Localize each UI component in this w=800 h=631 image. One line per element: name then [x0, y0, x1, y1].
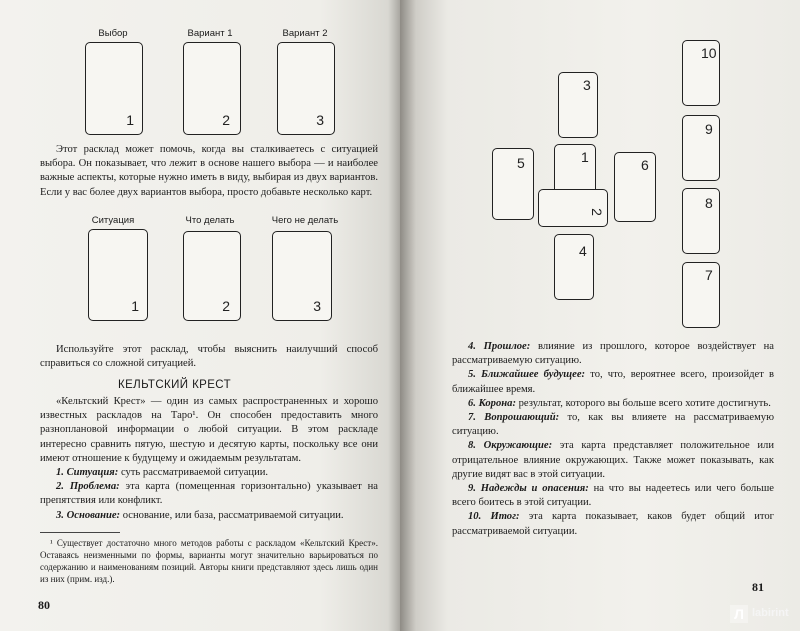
tarot-card	[554, 234, 594, 300]
tarot-card	[85, 42, 143, 135]
list-item: 5. Ближайшее будущее: то, что, вероятнее всего, произойдет в ближайшее время.	[452, 369, 774, 395]
card-number: 7	[705, 267, 713, 283]
tarot-card	[88, 229, 148, 321]
card-number: 10	[701, 45, 717, 61]
watermark-logo	[730, 603, 790, 627]
right-page	[400, 0, 800, 631]
section-heading: КЕЛЬТСКИЙ КРЕСТ	[118, 379, 232, 391]
tarot-card	[183, 231, 241, 321]
list-item: 3. Основание: основание, или база, рассматриваемой ситуации.	[56, 509, 344, 521]
card-number: 2	[222, 298, 230, 314]
footnote: ¹ Существует достаточно много методов работы с раскладом «Кельтский Крест». Оставаясь неизменными по формы, варианты могут значительно варьироваться по содержанию и наименованиям позиций. Авторы книги представляют здесь лишь один из них (прим. изд.).	[40, 538, 378, 584]
footnote-divider	[40, 532, 120, 533]
list-item: 4. Прошлое: влияние из прошлого, которое воздействует на рассматриваемую ситуацию.	[452, 341, 775, 367]
list-item: 10. Итог: эта карта показывает, каков будет общий итог рассматриваемой ситуации.	[452, 511, 775, 537]
card-number: 2	[222, 112, 230, 128]
list-item: 2. Проблема: эта карта (помещенная горизонтально) указывает на препятствия или конфликт.	[40, 481, 378, 507]
page-number: 81	[752, 580, 764, 594]
list-item: 9. Надежды и опасения: на что вы надеетесь или чего больше всего боитесь в этой ситуации.	[452, 483, 774, 509]
list-item: 1. Ситуация: суть рассматриваемой ситуации.	[56, 467, 269, 479]
tarot-card	[614, 152, 656, 222]
tarot-card	[682, 115, 720, 181]
card-number: 5	[517, 155, 525, 171]
card-number: 9	[705, 121, 713, 137]
card-label-option2: Вариант 2	[282, 28, 328, 39]
positions-list	[452, 340, 774, 539]
card-number: 2	[589, 208, 606, 216]
card-number: 3	[313, 298, 321, 314]
card-number: 3	[316, 112, 324, 128]
tarot-card	[558, 72, 598, 138]
logo-icon: Л	[730, 605, 748, 623]
tarot-card	[272, 231, 332, 321]
card-label-what-to-do: Что делать	[185, 215, 235, 226]
tarot-card	[183, 42, 241, 135]
card-number: 3	[583, 77, 591, 93]
card-number: 1	[126, 112, 134, 128]
tarot-card	[682, 262, 720, 328]
page-number: 80	[38, 598, 50, 612]
card-number: 1	[581, 149, 589, 165]
tarot-card	[682, 188, 720, 254]
paragraph-celtic-cross: «Кельтский Крест» — один из самых распространенных и хорошо известных раскладов на Таро¹. Он способен предоставить много разноплановой информации о любой ситуации. В этом раскладе интересно сравнить пятую, шестую и десятую карты, поскольку все они имеют отношение к будущему и ожидаемым результатам. 1. Ситуация: суть рассматриваемой ситуации. 2. Проблема: эта карта (помещенная горизонтально) указывает на препятствия или конфликт. 3. Основание: основание, или база, рассматриваемой ситуации.	[40, 395, 378, 523]
list-item: 8. Окружающие: эта карта представляет положительное или отрицательное влияние окружающих. Также может показывать, как другие видят вас в этой ситуации.	[452, 440, 774, 480]
tarot-card	[682, 40, 720, 106]
card-number: 6	[641, 157, 649, 173]
card-number: 4	[579, 243, 587, 259]
tarot-card	[277, 42, 335, 135]
card-label-option1: Вариант 1	[187, 28, 233, 39]
card-label-what-not-to-do: Чего не делать	[271, 215, 339, 226]
tarot-card-horizontal	[538, 189, 608, 227]
tarot-card	[492, 148, 534, 220]
paragraph-situation-spread: Используйте этот расклад, чтобы выяснить наилучший способ справиться со сложной ситуацией.	[40, 344, 378, 370]
card-label-situation: Ситуация	[91, 215, 135, 226]
paragraph-choice-spread: Этот расклад может помочь, когда вы сталкиваетесь с ситуацией выбора. Он показывает, что лежит в основе нашего выбора — и наиболее важные аспекты, которые нужно иметь в виду, выбирая из двух вариантов. Если у вас более двух вариантов выбора, просто добавьте несколько карт.	[40, 144, 378, 198]
list-item: 7. Вопрошающий: то, как вы влияете на рассматриваемую ситуацию.	[452, 412, 774, 438]
card-number: 8	[705, 195, 713, 211]
card-number: 1	[131, 298, 139, 314]
card-label-choice: Выбор	[98, 28, 128, 39]
logo-text: labirint	[752, 607, 789, 619]
list-item: 6. Корона: результат, которого вы больше всего хотите достигнуть.	[468, 397, 771, 409]
